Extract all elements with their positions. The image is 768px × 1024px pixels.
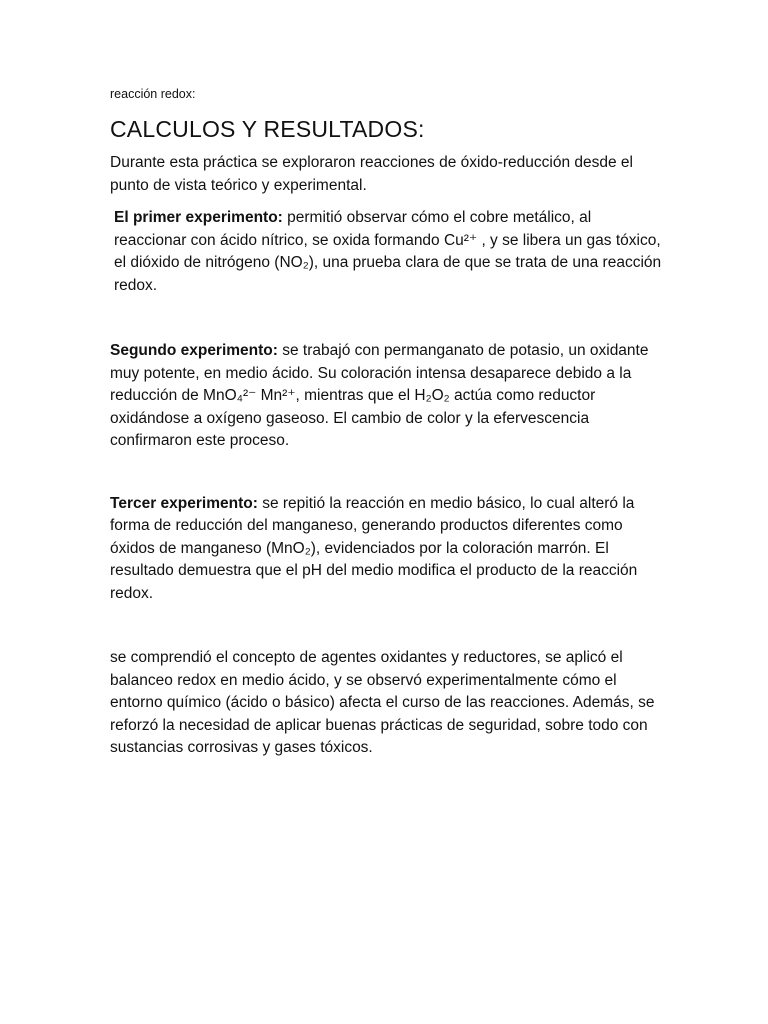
experiment-2-paragraph bbox=[110, 340, 662, 453]
experiment-1-label: El primer experimento: bbox=[114, 209, 283, 226]
experiment-3-label: Tercer experimento: bbox=[110, 494, 258, 512]
experiment-1-text: permitió observar cómo el cobre metálico, al reaccionar con ácido nítrico, se oxida formando Cu²⁺ , y se libera un gas tóxico, el dióxido de nitrógeno (NO₂), una prueba clara de que se trata de una reacción redox. bbox=[114, 209, 662, 294]
experiment-2-text: se trabajó con permanganato de potasio, un oxidante muy potente, en medio ácido. Su coloración intensa desaparece debido a la reducción de MnO₄²⁻ Mn²⁺, mientras que el H₂O₂ actúa como reductor oxidándose a oxígeno gaseoso. El cambio de color y la efervescencia confirmaron este proceso. bbox=[110, 342, 649, 449]
top-note: reacción redox: bbox=[110, 87, 196, 101]
conclusion-paragraph: se comprendió el concepto de agentes oxidantes y reductores, se aplicó el balanceo redox en medio ácido, y se observó experimentalmente cómo el entorno químico (ácido o básico) afecta el curso de las reacciones. Además, se reforzó la necesidad de aplicar buenas prácticas de seguridad, sobre todo con sustancias corrosivas y gases tóxicos. bbox=[110, 649, 655, 756]
document-body bbox=[110, 86, 662, 760]
page-title: CALCULOS Y RESULTADOS: bbox=[110, 116, 425, 142]
experiment-2-label: Segundo experimento: bbox=[110, 342, 278, 359]
experiment-3-text: se repitió la reacción en medio básico, lo cual alteró la forma de reducción del manganeso, generando productos diferentes como óxidos de manganeso (MnO₂), evidenciados por la coloración marrón. El resultado demuestra que el pH del medio modifica el producto de la reacción redox. bbox=[110, 494, 638, 602]
experiment-3-paragraph bbox=[110, 493, 662, 606]
intro-paragraph: Durante esta práctica se exploraron reacciones de óxido-reducción desde el punto de vista teórico y experimental. bbox=[110, 154, 633, 194]
experiment-1-paragraph bbox=[110, 207, 662, 297]
